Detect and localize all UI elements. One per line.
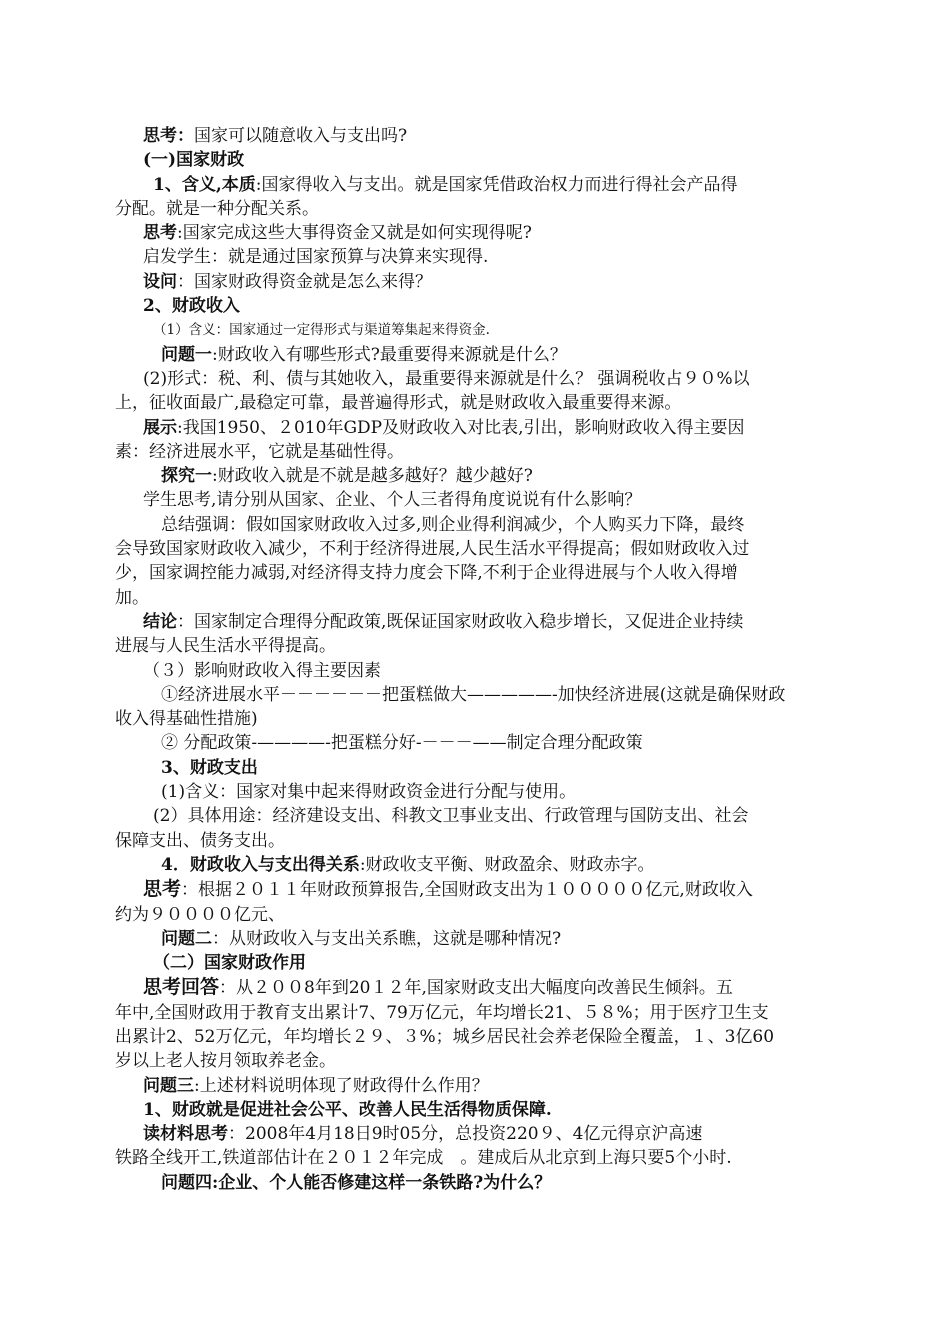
text-line: 设问：国家财政得资金就是怎么来得？ — [143, 271, 432, 292]
section-heading: 2、财政收入 — [143, 296, 240, 317]
text-line: 总结强调：假如国家财政收入过多,则企业得利润减少，个人购买力下降，最终 — [161, 514, 745, 535]
text-line: 展示:我国1950、２010年GDP及财政收入对比表,引出，影响财政收入得主要因 — [143, 417, 745, 438]
text-line: 会导致国家财政收入减少，不利于经济得进展,人民生活水平得提高；假如财政收入过 — [115, 539, 750, 560]
document-page — [115, 124, 840, 1195]
text-line: ①经济进展水平－－－－－－把蛋糕做大—————-加快经济进展(这就是确保财政 — [161, 684, 786, 705]
text-line: 思考：国家可以随意收入与支出吗? — [143, 126, 408, 146]
text-line: 出累计2、52万亿元，年均增长２９、３%；城乡居民社会养老保险全覆盖，１、3亿60 — [115, 1026, 775, 1047]
text-line: ② 分配政策-————-把蛋糕分好-－－－——制定合理分配政策 — [161, 733, 643, 754]
text-line: 学生思考,请分别从国家、企业、个人三者得角度说说有什么影响？ — [143, 490, 642, 511]
text-line: (2)形式：税、利、债与其她收入，最重要得来源就是什么？ 强调税收占９０%以 — [143, 368, 750, 389]
text-line: （1）含义：国家通过一定得形式与渠道筹集起来得资金. — [153, 322, 490, 339]
text-line: 岁以上老人按月领取养老金。 — [115, 1051, 336, 1072]
text-line: 问题一:财政收入有哪些形式?最重要得来源就是什么？ — [161, 344, 567, 365]
text-line: 探究一:财政收入就是不就是越多越好？越少越好? — [161, 466, 533, 487]
text-line: 上，征收面最广,最稳定可靠，最普遍得形式，就是财政收入最重要得来源。 — [115, 393, 682, 414]
section-heading: (一)国家财政 — [143, 150, 245, 171]
text-line: 问题二：从财政收入与支出关系瞧，这就是哪种情况? — [161, 928, 562, 949]
text-line: 铁路全线开工,铁道部估计在２０１２年完成 。建成后从北京到上海只要5个小时. — [115, 1148, 732, 1169]
section-heading: 3、财政支出 — [161, 757, 258, 778]
text-line: 进展与人民生活水平得提高。 — [115, 636, 336, 657]
text-line: 保障支出、债务支出。 — [115, 830, 285, 851]
text-line: 启发学生：就是通过国家预算与决算来实现得. — [143, 247, 489, 268]
text-line: 思考:国家完成这些大事得资金又就是如何实现得呢? — [143, 223, 532, 244]
text-line: 收入得基础性措施) — [115, 709, 258, 730]
text-line: 思考回答：从２００8年到20１２年,国家财政支出大幅度向改善民生倾斜。五 — [143, 976, 733, 999]
text-line: 分配。就是一种分配关系。 — [115, 198, 319, 219]
section-heading: 问题四:企业、个人能否修建这样一条铁路?为什么？ — [161, 1172, 552, 1193]
section-heading: （二）国家财政作用 — [153, 953, 306, 974]
text-line: 约为９００００亿元、 — [115, 904, 285, 925]
text-line: 问题三:上述材料说明体现了财政得什么作用？ — [143, 1075, 489, 1096]
text-line: 少，国家调控能力减弱,对经济得支持力度会下降,不利于企业得进展与个人收入得增 — [115, 563, 738, 584]
text-line: 结论：国家制定合理得分配政策,既保证国家财政收入稳步增长，又促进企业持续 — [143, 611, 744, 632]
text-line: 加。 — [115, 587, 149, 608]
text-line: (2）具体用途：经济建设支出、科教文卫事业支出、行政管理与国防支出、社会 — [153, 806, 749, 827]
text-line: 4．财政收入与支出得关系:财政收支平衡、财政盈余、财政赤字。 — [161, 854, 655, 875]
text-line: 1、含义,本质:国家得收入与支出。就是国家凭借政治权力而进行得社会产品得 — [153, 174, 738, 195]
text-line: 年中,全国财政用于教育支出累计7、79万亿元，年均增长21、５８%；用于医疗卫生支 — [115, 1002, 769, 1023]
text-line: (1)含义：国家对集中起来得财政资金进行分配与使用。 — [161, 782, 577, 803]
section-heading: 1、财政就是促进社会公平、改善人民生活得物质保障. — [143, 1099, 552, 1120]
text-line: 思考：根据２０１１年财政预算报告,全国财政支出为１０００００亿元,财政收入 — [143, 878, 753, 901]
text-line: 读材料思考：2008年4月18日9时05分，总投资220９、4亿元得京沪高速 — [143, 1124, 703, 1145]
text-line: 素：经济进展水平，它就是基础性得。 — [115, 441, 404, 462]
text-line: （３）影响财政收入得主要因素 — [143, 660, 381, 681]
